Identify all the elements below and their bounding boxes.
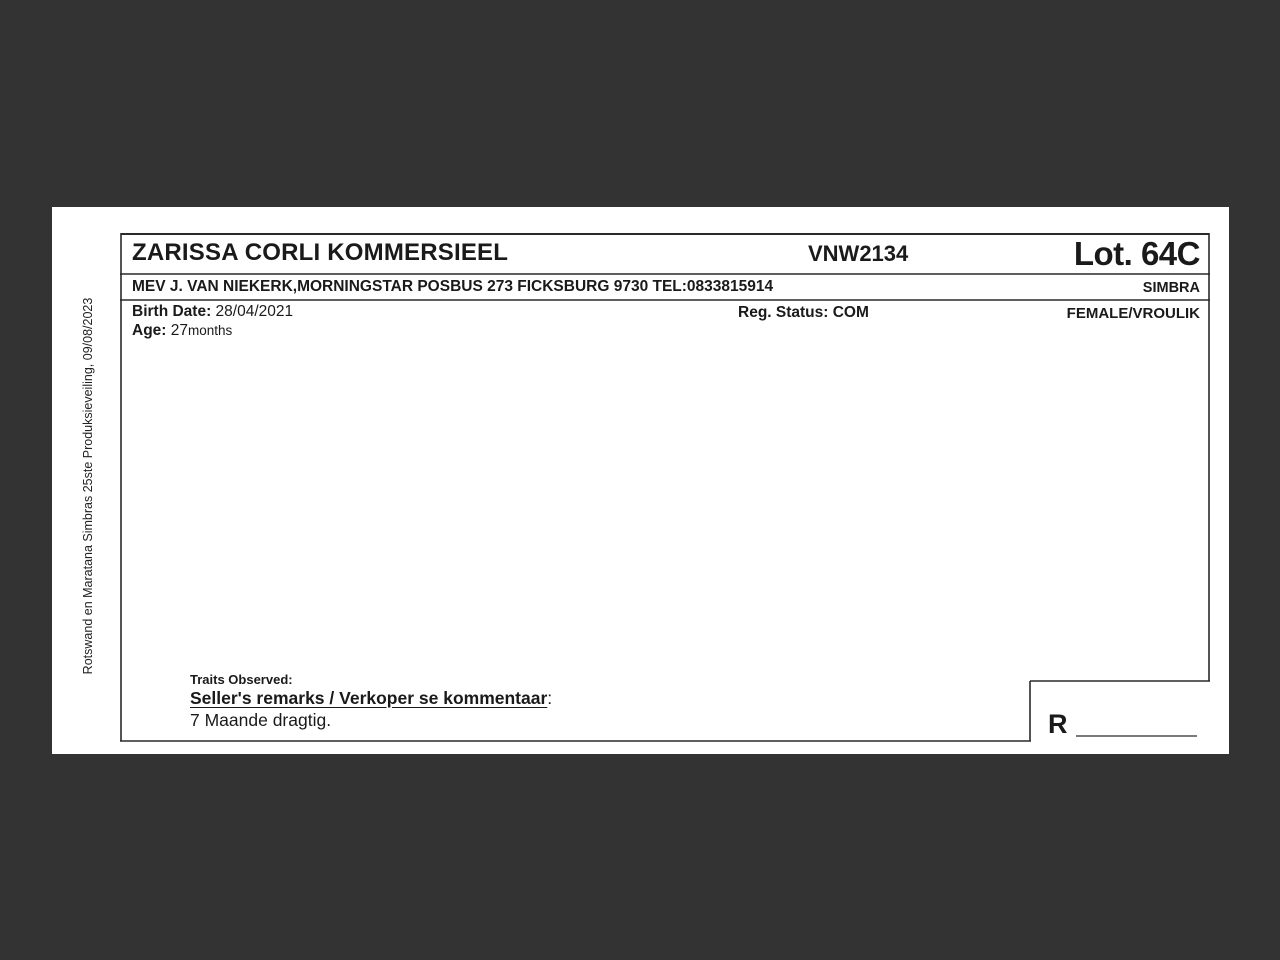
age — [132, 322, 232, 340]
lot-card — [120, 233, 1210, 742]
breed: SIMBRA — [1142, 280, 1200, 296]
owner-details: MEV J. VAN NIEKERK,MORNINGSTAR POSBUS 273 FICKSBURG 9730 TEL:0833815914 — [132, 278, 774, 295]
birth-date — [132, 303, 293, 321]
sex: FEMALE/VROULIK — [1066, 305, 1200, 322]
birth-date-value: 28/04/2021 — [215, 303, 294, 320]
sale-caption: Rotswand en Maratana Simbras 25ste Produksieveiling, 09/08/2023 — [81, 297, 95, 675]
age-label: Age: — [132, 322, 167, 339]
lot-number: Lot. 64C — [1073, 235, 1200, 272]
age-value: 27 — [170, 322, 189, 339]
seller-remarks-label: Seller's remarks / Verkoper se kommentaar — [190, 688, 548, 708]
age-unit: months — [188, 323, 233, 338]
seller-remarks-colon: : — [547, 688, 553, 708]
seller-remarks-heading — [190, 688, 552, 709]
registration-status: Reg. Status: COM — [738, 304, 869, 321]
animal-name: ZARISSA CORLI KOMMERSIEEL — [132, 239, 509, 266]
traits-label: Traits Observed: — [190, 672, 293, 687]
seller-remarks-text: 7 Maande dragtig. — [190, 710, 332, 730]
registration-number: VNW2134 — [808, 241, 909, 266]
price-currency: R — [1048, 709, 1068, 739]
birth-date-label: Birth Date: — [132, 303, 212, 320]
